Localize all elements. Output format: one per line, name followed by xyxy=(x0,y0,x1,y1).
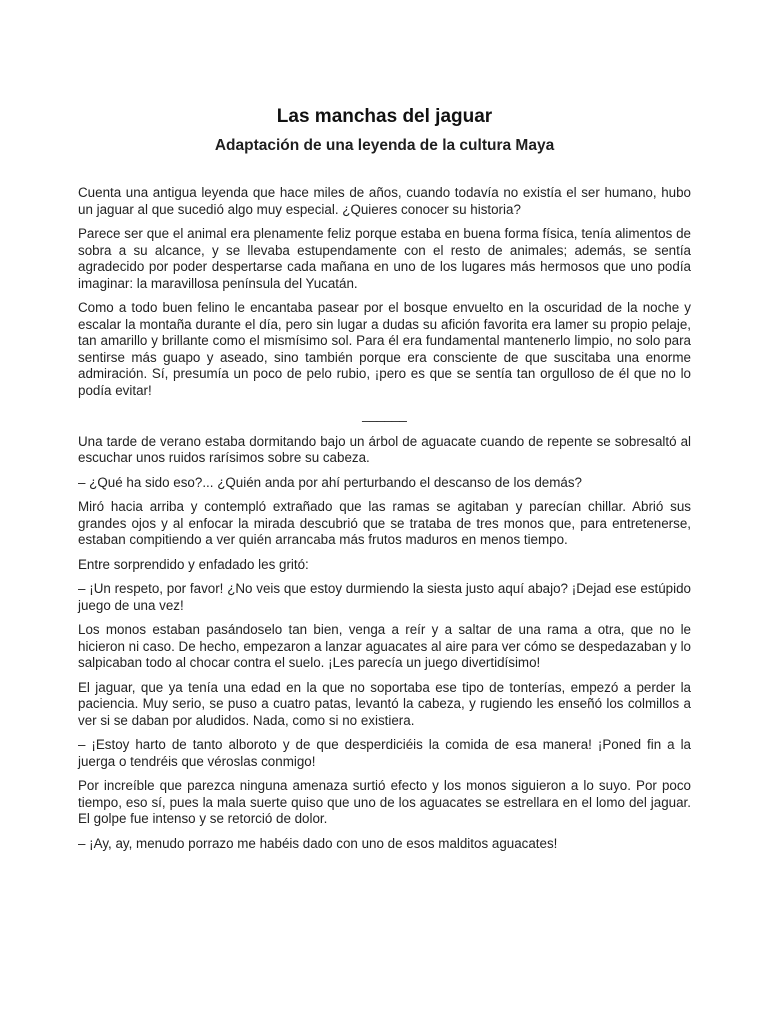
paragraph-9: Por increíble que parezca ninguna amenaza surtió efecto y los monos siguieron a lo suyo. Por poco tiempo, eso sí, pues la mala suerte quiso que uno de los aguacates se estrellara en el lomo del jaguar. El golpe fue intenso y se retorció de dolor. xyxy=(78,778,691,826)
paragraph-5: Miró hacia arriba y contempló extrañado que las ramas se agitaban y parecían chillar. Abrió sus grandes ojos y al enfocar la mirada descubrió que se trataba de tres monos que, para entretenerse, estaban compitiendo a ver quién arrancaba más frutos maduros en menos tiempo. xyxy=(78,499,691,547)
paragraph-6: Entre sorprendido y enfadado les gritó: xyxy=(78,556,309,572)
dialogue-line: – ¿Qué ha sido eso?... ¿Quién anda por ahí perturbando el descanso de los demás? xyxy=(78,474,582,490)
paragraph-8: El jaguar, que ya tenía una edad en la que no soportaba ese tipo de tonterías, empezó a perder la paciencia. Muy serio, se puso a cuatro patas, levantó la cabeza, y rugiendo les enseñó los colmillos a ver si se daban por aludidos. Nada, como si no existiera. xyxy=(78,679,691,728)
document-title: Las manchas del jaguar xyxy=(276,106,493,127)
paragraph-3: Como a todo buen felino le encantaba pasear por el bosque envuelto en la oscuridad de la noche y escalar la montaña durante el día, pero sin lugar a dudas su afición favorita era lamer su propio pelaje, tan amarillo y brillante como el mismísimo sol. Para él era fundamental mantenerlo limpio, no solo para sentirse más guapo y aseado, sino también porque era consciente de que suscitaba una enorme admiración. Sí, presumía un poco de pelo rubio, ¡pero es que se sentía tan orgulloso de él que no lo podía evitar! xyxy=(78,300,691,398)
paragraph-4: Una tarde de verano estaba dormitando bajo un árbol de aguacate cuando de repente se sobresaltó al escuchar unos ruidos rarísimos sobre su cabeza. xyxy=(78,433,691,465)
document-page xyxy=(78,0,691,1024)
paragraph-2: Parece ser que el animal era plenamente feliz porque estaba en buena forma física, tenía alimentos de sobra a su alcance, y se llevaba estupendamente con el resto de animales; además, se sentía agradecido por poder despertarse cada mañana en uno de los lugares más hermosos que uno podía imaginar: la maravillosa península del Yucatán. xyxy=(78,226,691,291)
dialogue-line: – ¡Estoy harto de tanto alboroto y de que desperdiciéis la comida de esa manera! ¡Poned fin a la juerga o tendréis que véroslas conmigo! xyxy=(78,737,691,769)
dialogue-line: – ¡Ay, ay, menudo porrazo me habéis dado con uno de esos malditos aguacates! xyxy=(78,835,558,851)
paragraph-7: Los monos estaban pasándoselo tan bien, venga a reír y a saltar de una rama a otra, que no le hicieron ni caso. De hecho, empezaron a lanzar aguacates al aire para ver cómo se despedazaban y lo salpicaban todo al chocar contra el suelo. ¡Les parecía un juego divertidísimo! xyxy=(78,622,691,670)
paragraph-1: Cuenta una antigua leyenda que hace miles de años, cuando todavía no existía el ser humano, hubo un jaguar al que sucedió algo muy especial. ¿Quieres conocer su historia? xyxy=(78,185,691,217)
dialogue-line: – ¡Un respeto, por favor! ¿No veis que estoy durmiendo la siesta justo aquí abajo? ¡Dejad ese estúpido juego de una vez! xyxy=(78,581,691,613)
document-body xyxy=(78,185,691,852)
section-separator: ______ xyxy=(362,407,407,422)
document-subtitle: Adaptación de una leyenda de la cultura Maya xyxy=(214,137,555,154)
